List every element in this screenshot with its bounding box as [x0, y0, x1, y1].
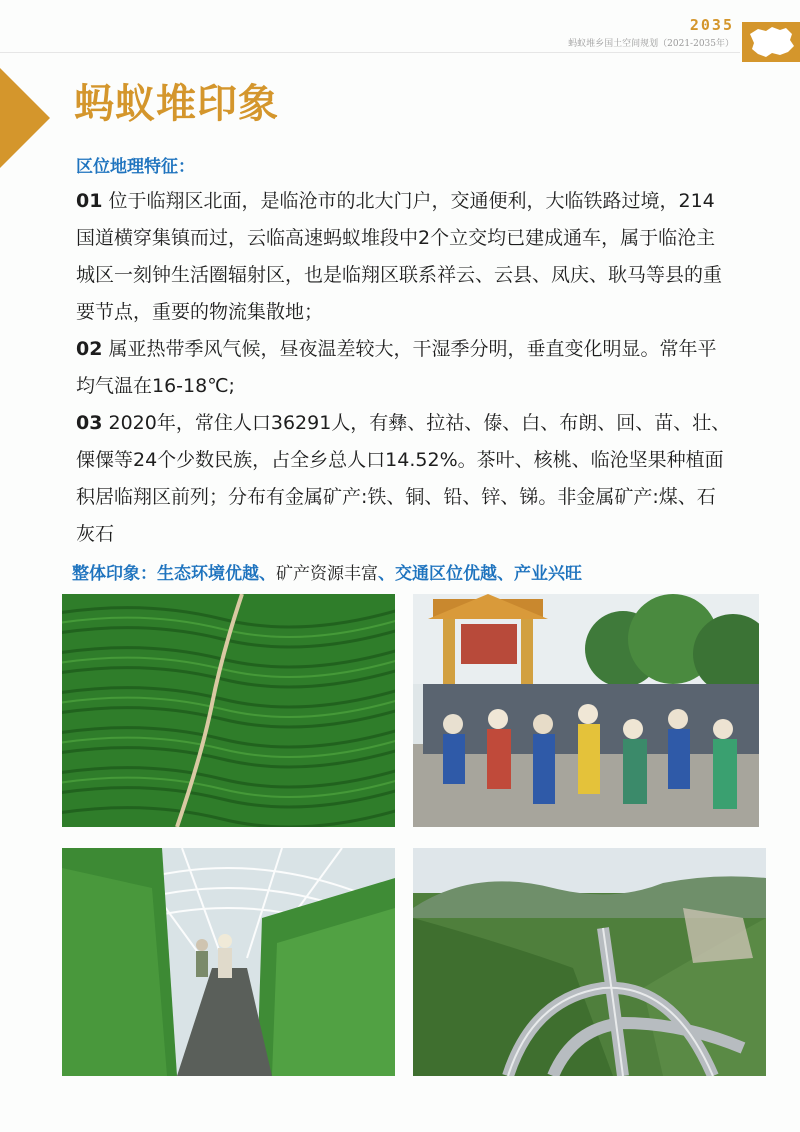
- summary-label: 整体印象：: [72, 564, 157, 584]
- ethnic-festival-photo: [413, 594, 759, 827]
- paragraph-01: [76, 183, 731, 331]
- overall-impression: [72, 559, 582, 584]
- page-title: 蚂蚁堆印象: [74, 81, 279, 127]
- title-arrow-marker: [0, 68, 52, 172]
- region-map-icon: [742, 22, 800, 62]
- item-number: 02: [76, 338, 103, 360]
- summary-part-mineral: 矿产资源丰富: [276, 564, 378, 584]
- greenhouse-photo: [62, 848, 395, 1076]
- section-heading: 区位地理特征：: [76, 157, 195, 177]
- paragraph-03: [76, 405, 731, 553]
- tea-plantation-photo: [62, 594, 395, 827]
- item-text: 位于临翔区北面，是临沧市的北大门户，交通便利，大临铁路过境，214国道横穿集镇而过，云临高速蚂蚁堆段中2个立交均已建成通车，属于临沧主城区一刻钟生活圈辐射区，也是临翔区联系祥云、云县、凤庆、耿马等县的重要节点，重要的物流集散地；: [76, 190, 723, 323]
- section-body: [76, 183, 731, 553]
- header-year: 2035: [689, 16, 734, 34]
- item-number: 03: [76, 412, 103, 434]
- item-text: 属亚热带季风气候，昼夜温差较大，干湿季分明，垂直变化明显。常年平均气温在16-18℃;: [76, 338, 717, 397]
- summary-part-ecology: 生态环境优越、: [157, 564, 276, 584]
- highway-interchange-photo: [413, 848, 766, 1076]
- item-number: 01: [76, 190, 103, 212]
- header-subtitle: 蚂蚁堆乡国土空间规划（2021-2035年）: [568, 39, 734, 49]
- paragraph-02: [76, 331, 731, 405]
- item-text: 2020年，常住人口36291人，有彝、拉祜、傣、白、布朗、回、苗、壮、傈僳等24个少数民族，占全乡总人口14.52%。茶叶、核桃、临沧坚果种植面积居临翔区前列；分布有金属矿产:铁、铜、铅、锌、锑。非金属矿产:煤、石灰石: [76, 412, 731, 545]
- header-rule: [0, 52, 740, 53]
- summary-part-transport: 、交通区位优越、产业兴旺: [378, 564, 582, 584]
